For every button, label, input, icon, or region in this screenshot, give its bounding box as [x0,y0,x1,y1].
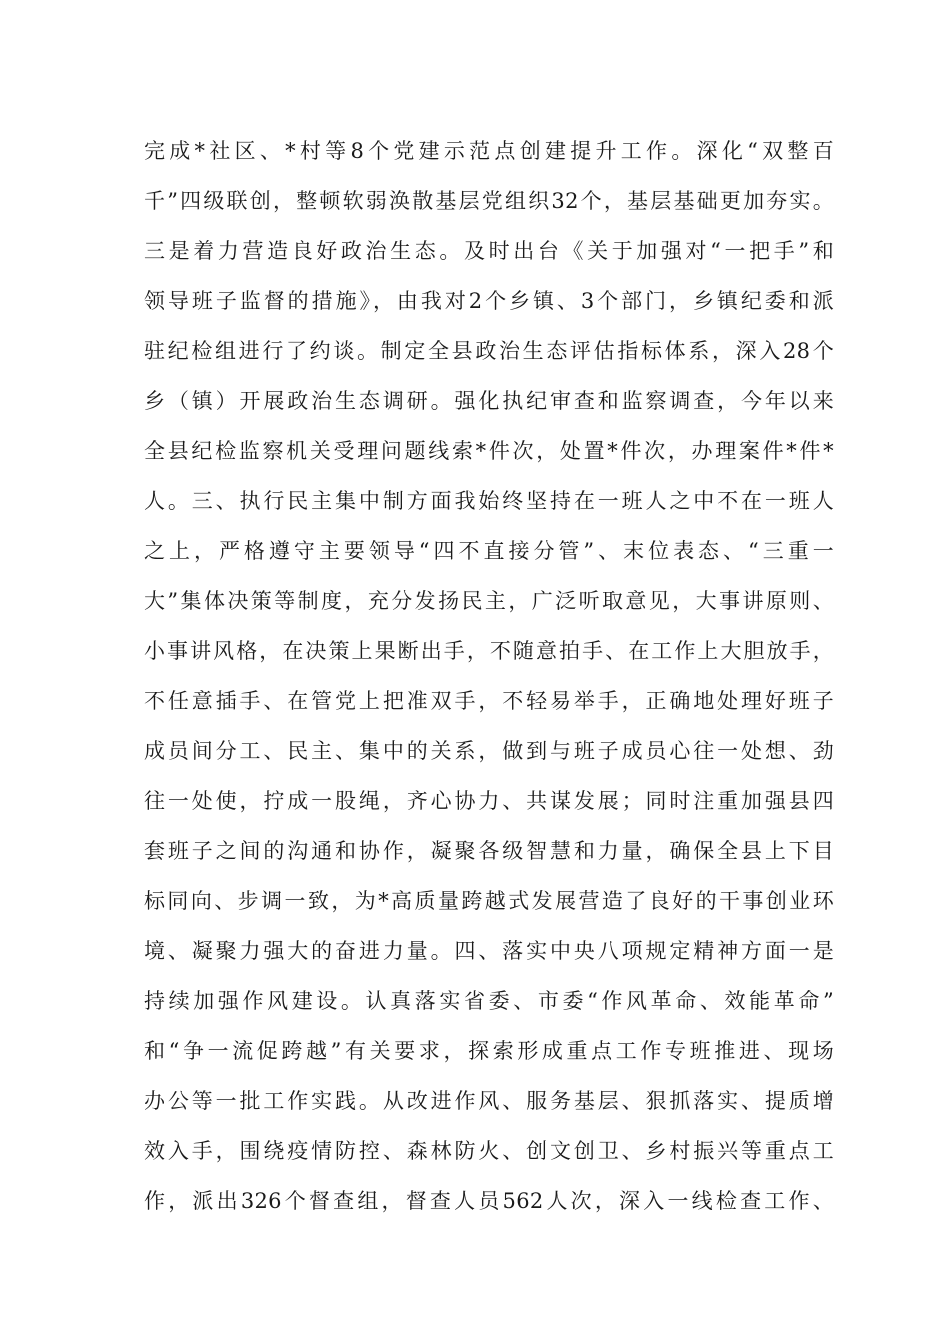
text-line-13: 成员间分工、民主、集中的关系，做到与班子成员心往一处想、劲 [144,739,834,763]
text-line-19: 和“争一流促跨越”有关要求，探索形成重点工作专班推进、现场 [144,1039,834,1063]
text-line-18: 持续加强作风建设。认真落实省委、市委“作风革命、效能革命” [144,989,834,1013]
text-line-8: 人。三、执行民主集中制方面我始终坚持在一班人之中不在一班人 [144,489,834,513]
body-text [144,126,834,1226]
text-line-16: 标同向、步调一致，为*高质量跨越式发展营造了良好的干事创业环 [144,889,834,913]
text-line-3: 三是着力营造良好政治生态。及时出台《关于加强对“一把手”和 [144,239,834,263]
text-line-21: 效入手，围绕疫情防控、森林防火、创文创卫、乡村振兴等重点工 [144,1139,834,1163]
text-line-1: 完成*社区、*村等8个党建示范点创建提升工作。深化“双整百 [144,139,834,163]
text-line-17: 境、凝聚力强大的奋进力量。四、落实中央八项规定精神方面一是 [144,939,834,963]
text-line-12: 不任意插手、在管党上把准双手，不轻易举手，正确地处理好班子 [144,689,834,713]
text-line-11: 小事讲风格，在决策上果断出手，不随意拍手、在工作上大胆放手， [144,639,834,663]
text-line-9: 之上，严格遵守主要领导“四不直接分管”、末位表态、“三重一 [144,539,834,563]
text-line-10: 大”集体决策等制度，充分发扬民主，广泛听取意见，大事讲原则、 [144,589,834,613]
text-line-22: 作，派出326个督查组，督查人员562人次，深入一线检查工作、 [144,1189,834,1213]
text-line-15: 套班子之间的沟通和协作，凝聚各级智慧和力量，确保全县上下目 [144,839,834,863]
text-line-7: 全县纪检监察机关受理问题线索*件次，处置*件次，办理案件*件* [144,439,834,463]
text-line-5: 驻纪检组进行了约谈。制定全县政治生态评估指标体系，深入28个 [144,339,834,363]
text-line-20: 办公等一批工作实践。从改进作风、服务基层、狠抓落实、提质增 [144,1089,834,1113]
text-line-4: 领导班子监督的措施》，由我对2个乡镇、3个部门，乡镇纪委和派 [144,289,834,313]
text-line-6: 乡（镇）开展政治生态调研。强化执纪审查和监察调查，今年以来 [144,389,834,413]
text-line-14: 往一处使，拧成一股绳，齐心协力、共谋发展；同时注重加强县四 [144,789,834,813]
text-line-2: 千”四级联创，整顿软弱涣散基层党组织32个，基层基础更加夯实。 [144,189,834,213]
